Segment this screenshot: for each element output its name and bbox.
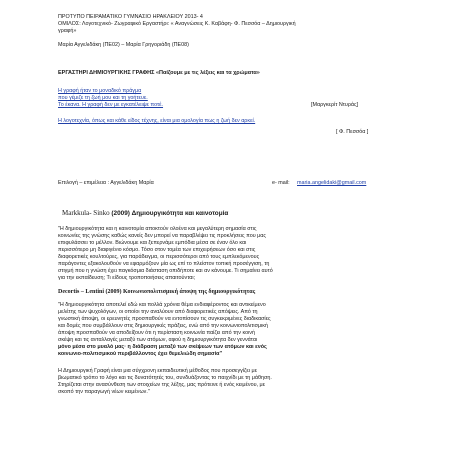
section2-line <box>58 323 268 330</box>
quote2-author: [ Φ. Πεσσόα ] <box>336 129 369 135</box>
section3-line <box>58 375 272 382</box>
section3-line <box>58 382 265 389</box>
section1-line-text: στιγμή που η γνώση έχει παγκόσμια διάσταση οπιδήποτε και αν κάνουμε. Τι σημαίνει αυτό <box>58 268 273 274</box>
section1-line <box>58 233 266 240</box>
editing-label: Επιλογή – επιμέλεια : Αγγελιδάκη Μαρία <box>58 180 154 186</box>
section2-line-text: μόνο μέσα στο μυαλό μας· η διάδραση μεταξύ των σκέψεων των ατόμων και ενός <box>58 344 267 350</box>
teachers-line: Μαρία Αγγελιδάκη (ΠΕ02) – Μαρία Γρηγοριάδη (ΠΕ08) <box>58 42 189 48</box>
quote1-line1: Η γραφή ήταν το μοναδικό πράγμα <box>58 88 142 94</box>
email-label: e- mail: <box>272 180 290 186</box>
club-line: ΟΜΙΛΟΣ: Λογοτεχνικό- Ζωγραφικό Εργαστήρι: « Αναγνώσεις Κ. Καβάφη- Φ. Πεσσόα – Δημιουργική <box>58 21 296 27</box>
section1-line-text: περισσότερο μη διαφιγένιο κόσμο. Τόσο στον τομέα των επιχειρήσεων όσο και στις <box>58 247 256 253</box>
section1-heading-rest: (2009) Δημιουργικότητα και καινοτομία <box>109 210 229 217</box>
workshop-title: ΕΡΓΑΣΤΗΡΙ ΔΗΜΙΟΥΡΓΙΚΗΣ ΓΡΑΦΗΣ «Παίζουμε με τις λέξεις και τα χρώματα» <box>58 70 260 76</box>
section1-line-text: "Η δημιουργικότητα και η καινοτομία αποκτούν ολοένα και μεγαλύτερη σημασία στις <box>58 226 257 232</box>
section3-line-text: Η Δημιουργική Γραφή είναι μια σύγχρονη εκπαιδευτική μέθοδος που προσεγγίζει με <box>58 368 258 374</box>
section1-line-text: διαφορετικές κουλτούρες, για παράδειγμα, οι περισσότεροι από τους εμπλεκόμενους <box>58 254 260 260</box>
section2-heading: Decortis – Lentini (2009) Κοινωνιοπολιτισμική άποψη της δημιουργικότητας <box>58 289 256 295</box>
section3-line <box>58 389 150 396</box>
quote2-text: Η λογοτεχνία, όπως και κάθε είδος τέχνης, είναι μια ομολογία πως η ζωή δεν αρκεί. <box>58 118 256 124</box>
section2-line <box>58 337 257 344</box>
section2-line-text: μελέτης των ψυχολόγων, οι οποίοι την αναλύουν από διαφορετικές απόψεις. Από τη <box>58 309 258 315</box>
section3-line-text: βιωματικό τρόπο το λόγο και τις δυνατότητές του, συνδυάζοντας το παιχνίδι με τη μάθηση. <box>58 375 272 381</box>
section3-line-text: σκοπό την παραγωγή νέων κειμένων." <box>58 389 150 395</box>
section1-line <box>58 247 255 254</box>
section2-line-text: "Η δημιουργικότητα αποτελεί εδώ και πολλά χρόνια θέμα ενδιαφέροντος και αντικείμενο <box>58 302 266 308</box>
section1-line-text: κοινωνίες της γνώσης καθώς κανείς δεν μπορεί να παραβλέψει τις προκλήσεις που μας <box>58 233 266 239</box>
section2-line-text: γνωστική άποψη, οι ερευνητές προσπαθούν να εντοπίσουν τις συγκεκριμένες διαδικασίες <box>58 316 271 322</box>
section1-line <box>58 275 195 282</box>
section1-line-text: για την εκπαίδευση; Τι είδους τροποποιήσεις απαιτούνται; <box>58 275 196 281</box>
quote1-line3: Το έκανα. Η γραφή δεν με εγκατέλειψε ποτέ. <box>58 102 164 108</box>
club-line-continued: γραφή» <box>58 28 77 34</box>
section2-line <box>58 351 222 358</box>
section2-line-text: και δομές που συμβάλλουν στις δημιουργικές πράξεις, ενώ από την κοινωνιοπολιτισμική <box>58 323 268 329</box>
section3-line-text: Στηρίζεται στην ανασύνθεση των στοιχείων της λέξης, μας πρότεινε ή ενός κειμένου, με <box>58 382 266 388</box>
quote1-author: [Μαργκερίτ Ντυράς] <box>311 102 359 108</box>
section1-heading <box>62 210 228 217</box>
section2-line <box>58 316 271 323</box>
section2-line <box>58 309 258 316</box>
section1-line <box>58 240 246 247</box>
section2-line <box>58 344 267 351</box>
section1-line-text: παράγοντες εξακολουθούν να εφαρμόζουν μία ως επί το πλείστον τοπική προσέγγιση, τη <box>58 261 270 267</box>
school-name: ΠΡΟΤΥΠΟ ΠΕΙΡΑΜΑΤΙΚΟ ΓΥΜΝΑΣΙΟ ΗΡΑΚΛΕΙΟΥ 2013- 4 <box>58 14 203 20</box>
section1-line <box>58 261 269 268</box>
section2-line-text: κοινωνιο-πολιτισμικού περιβάλλοντος έχει θεμελιώδη σημασία" <box>58 351 223 357</box>
section2-line <box>58 302 266 309</box>
section3-line <box>58 368 257 375</box>
section1-line <box>58 226 257 233</box>
section2-line-text: σκέψη και τις ανταλλαγές μεταξύ των ατόμων, αφού η δημιουργικότητα δεν γεννάται <box>58 337 258 343</box>
section1-line <box>58 254 259 261</box>
quote1-line2: που γέμιζε τη ζωή μου και τη γοήτευε. <box>58 95 148 101</box>
section1-line-text: επιφυλάσσει το μέλλον. Βιώνουμε και ξεπερνάμε εμπόδια μέσα σε έναν όλο και <box>58 240 247 246</box>
section2-line <box>58 330 255 337</box>
section1-line <box>58 268 273 275</box>
email-link[interactable]: maria.angelidaki@gmail.com <box>297 180 367 186</box>
section2-line-text: άποψη προσπαθούν να αποδείξουν ότι η περίσταση κοινωνία παίζει από την κοινή <box>58 330 255 336</box>
section1-heading-name: Markkula- Sinko <box>62 209 110 217</box>
